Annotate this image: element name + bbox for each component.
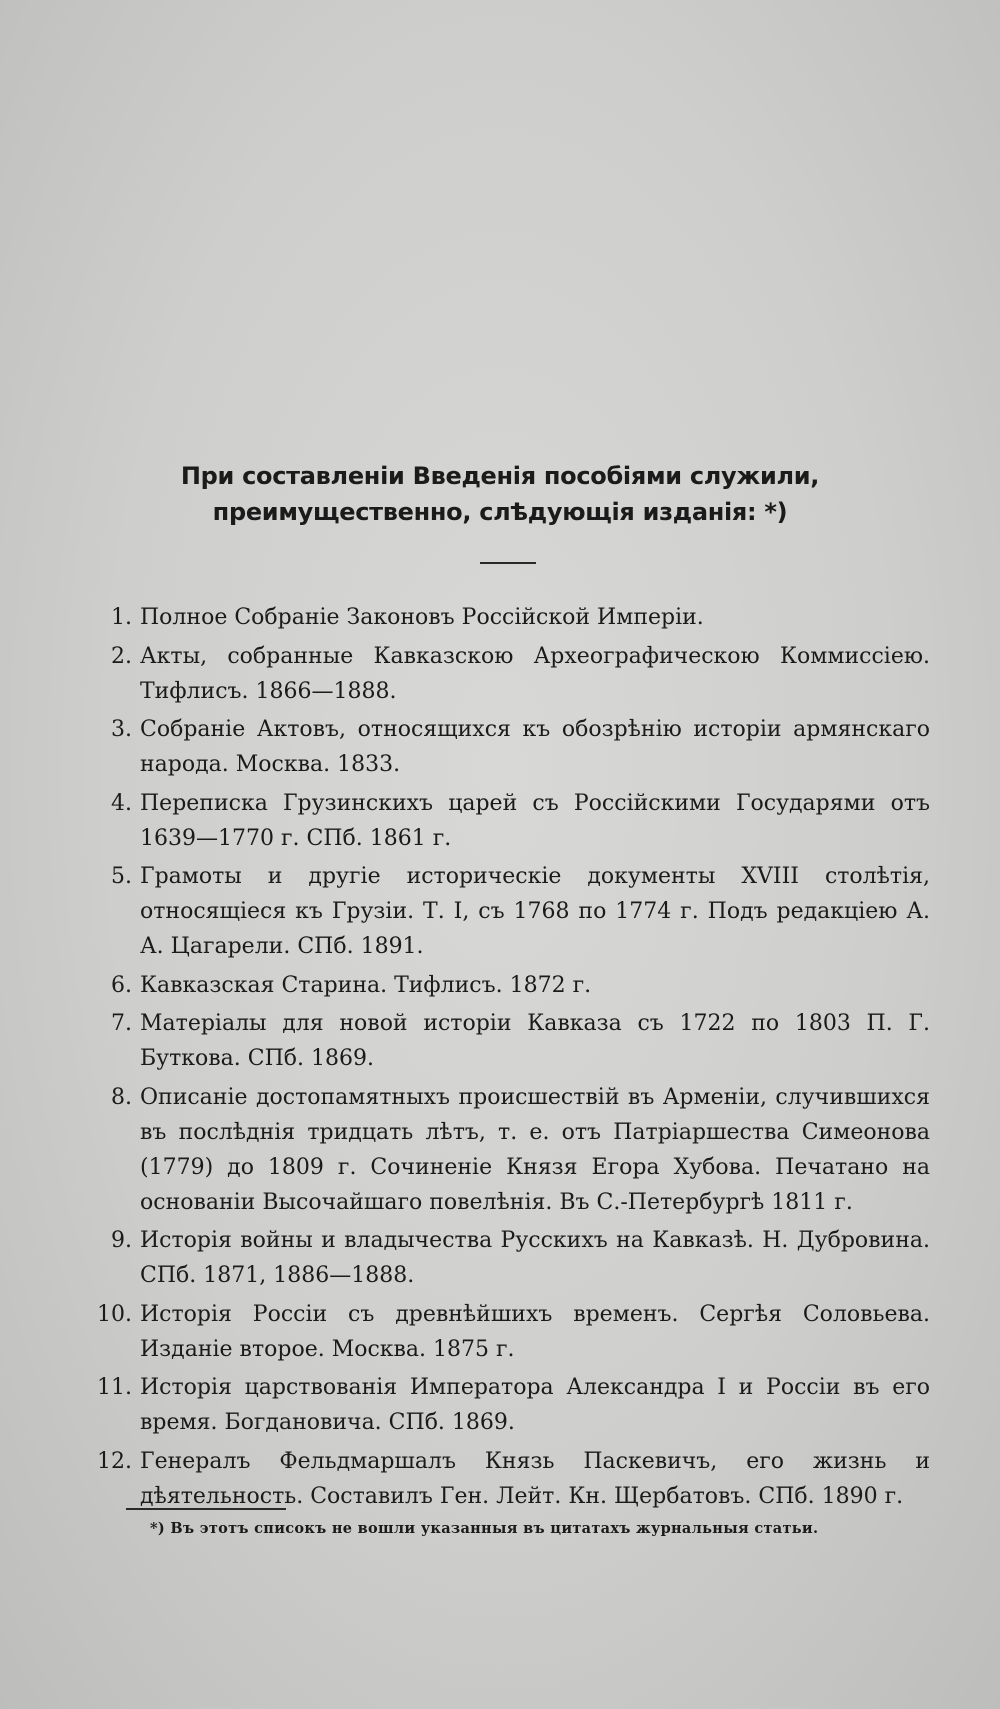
list-item-text: Кавказская Старина. Тифлисъ. 1872 г. bbox=[140, 972, 592, 998]
list-item-text: Полное Собраніе Законовъ Россійской Имперіи. bbox=[140, 605, 704, 630]
list-item bbox=[80, 1006, 930, 1076]
list-item bbox=[80, 786, 930, 856]
list-item-number: 1. bbox=[111, 605, 132, 630]
footnote: *) Въ этотъ списокъ не вошли указанныя въ цитатахъ журнальныя статьи. bbox=[150, 1520, 819, 1537]
list-item-text: Исторія войны и владычества Русскихъ на Кавказѣ. Н. Дубровина. СПб. 1871, 1886—1888. bbox=[140, 1228, 930, 1288]
heading-divider bbox=[480, 562, 536, 564]
list-item-number: 2. bbox=[111, 643, 132, 669]
list-item-number: 3. bbox=[111, 717, 132, 742]
list-item bbox=[80, 639, 930, 709]
sources-list bbox=[80, 600, 930, 1517]
list-item-number: 12. bbox=[97, 1448, 132, 1474]
list-item-text: Описаніе достопамятныхъ происшествій въ Арменіи, случившихся въ послѣднія тридцать лѣтъ, т. е. отъ Патріаршества Симеонова (1779) до 1809 г. Сочиненіе Князя Егора Хубова. Печатано на основаніи Высочайшаго повелѣнія. Въ С.-Петербургѣ 1811 г. bbox=[140, 1084, 930, 1215]
list-item-text: Исторія царствованія Императора Александра I и Россіи въ его время. Богдановича. СПб. 1869. bbox=[140, 1375, 930, 1435]
list-item bbox=[80, 1223, 930, 1293]
list-item bbox=[80, 1370, 930, 1440]
list-item-number: 9. bbox=[111, 1228, 132, 1253]
list-item-number: 7. bbox=[111, 1011, 132, 1036]
list-item bbox=[80, 712, 930, 782]
list-item-number: 10. bbox=[97, 1301, 132, 1327]
list-item-number: 4. bbox=[111, 790, 132, 816]
list-item-text: Акты, собранные Кавказскою Археографическою Коммиссіею. Тифлисъ. 1866—1888. bbox=[140, 643, 930, 704]
list-item-text: Исторія Россіи съ древнѣйшихъ временъ. Сергѣя Соловьева. Изданіе второе. Москва. 1875 г. bbox=[140, 1301, 930, 1362]
list-item bbox=[80, 1444, 930, 1514]
list-item-text: Собраніе Актовъ, относящихся къ обозрѣнію исторіи армянскаго народа. Москва. 1833. bbox=[140, 717, 930, 777]
page-heading: При составленіи Введенія пособіями служили, преимущественно, слѣдующія изданія: *) bbox=[180, 462, 820, 526]
list-item bbox=[80, 859, 930, 964]
list-item-number: 6. bbox=[111, 972, 132, 998]
list-item-text: Матеріалы для новой исторіи Кавказа съ 1722 по 1803 П. Г. Буткова. СПб. 1869. bbox=[140, 1011, 930, 1071]
list-item bbox=[80, 1297, 930, 1367]
list-item bbox=[80, 1080, 930, 1220]
list-item bbox=[80, 968, 930, 1003]
list-item-number: 11. bbox=[97, 1375, 132, 1400]
list-item-text: Генералъ Фельдмаршалъ Князь Паскевичъ, его жизнь и дѣятельность. Составилъ Ген. Лейт. Кн. Щербатовъ. СПб. 1890 г. bbox=[140, 1448, 930, 1509]
list-item-number: 5. bbox=[111, 864, 132, 889]
footnote-divider bbox=[126, 1508, 286, 1510]
list-item-text: Грамоты и другіе историческіе документы XVIII столѣтія, относящіеся къ Грузіи. Т. I, съ 1768 по 1774 г. Подъ редакціею А. А. Цагарели. СПб. 1891. bbox=[140, 864, 930, 959]
list-item-number: 8. bbox=[111, 1084, 132, 1110]
list-item-text: Переписка Грузинскихъ царей съ Россійскими Государями отъ 1639—1770 г. СПб. 1861 г. bbox=[140, 790, 930, 851]
list-item bbox=[80, 600, 930, 635]
